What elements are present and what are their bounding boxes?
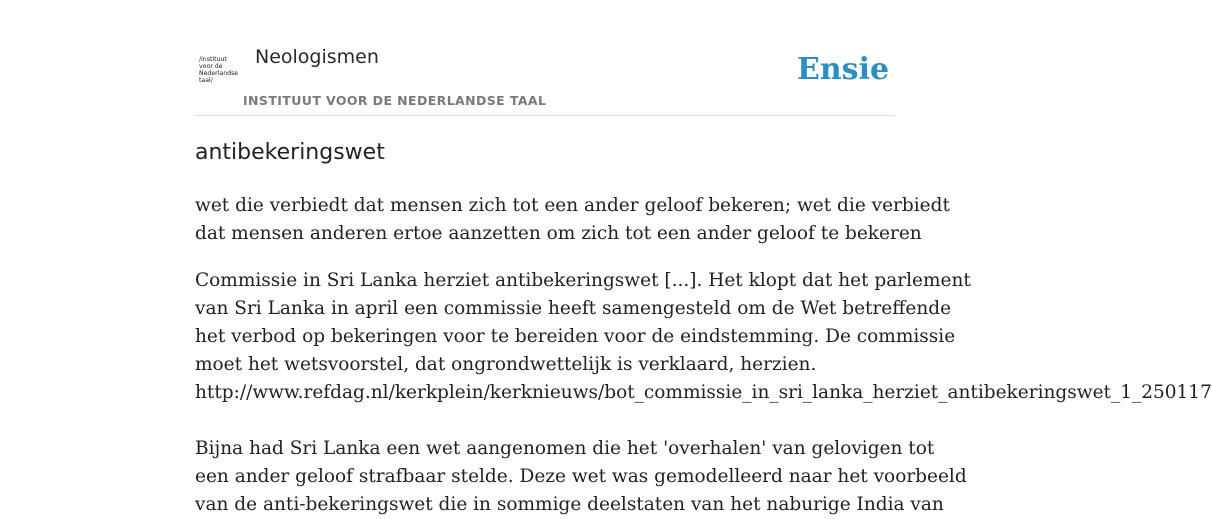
citation-line: van Sri Lanka in april een commissie heeft samengesteld om de Wet betreffende xyxy=(195,298,952,319)
citation-line: het verbod op bekeringen voor te bereiden voor de eindstemming. De commissie xyxy=(195,326,956,347)
logo-text-line: voor de xyxy=(199,63,223,70)
citation-line: van de anti-bekeringswet die in sommige deelstaten van het naburige India van xyxy=(195,494,944,515)
header-divider xyxy=(195,115,895,116)
citation-spacer xyxy=(195,407,895,435)
entry-headword: antibekeringswet xyxy=(195,140,385,165)
ensie-brand-logo[interactable]: Ensie xyxy=(797,52,890,87)
definition-line: dat mensen anderen ertoe aanzetten om zich tot een ander geloof te bekeren xyxy=(195,223,922,244)
citation-line: moet het wetsvoorstel, dat ongrondwettelijk is verklaard, herzien. xyxy=(195,354,817,375)
citation-line: een ander geloof strafbaar stelde. Deze wet was gemodelleerd naar het voorbeeld xyxy=(195,466,967,487)
definition-line: wet die verbiedt dat mensen zich tot een ander geloof bekeren; wet die verbiedt xyxy=(195,195,950,216)
organization-name: INSTITUUT VOOR DE NEDERLANDSE TAAL xyxy=(243,93,547,108)
logo-text-line: Nederlandse xyxy=(199,70,239,77)
institute-logo[interactable] xyxy=(199,56,241,90)
citation-source-url: http://www.refdag.nl/kerkplein/kerknieuws/bot_commissie_in_sri_lanka_herziet_antibekeringswet_1_250117 xyxy=(195,382,1212,403)
citation-line: Bijna had Sri Lanka een wet aangenomen die het 'overhalen' van gelovigen tot xyxy=(195,438,935,459)
entry-citations xyxy=(195,267,1212,519)
logo-text-line: taal/ xyxy=(199,77,213,84)
site-title[interactable]: Neologismen xyxy=(255,46,379,68)
citation-line: Commissie in Sri Lanka herziet antibekeringswet [...]. Het klopt dat het parlement xyxy=(195,270,971,291)
entry-definition xyxy=(195,192,950,248)
logo-text-line: /instituut xyxy=(199,56,227,63)
